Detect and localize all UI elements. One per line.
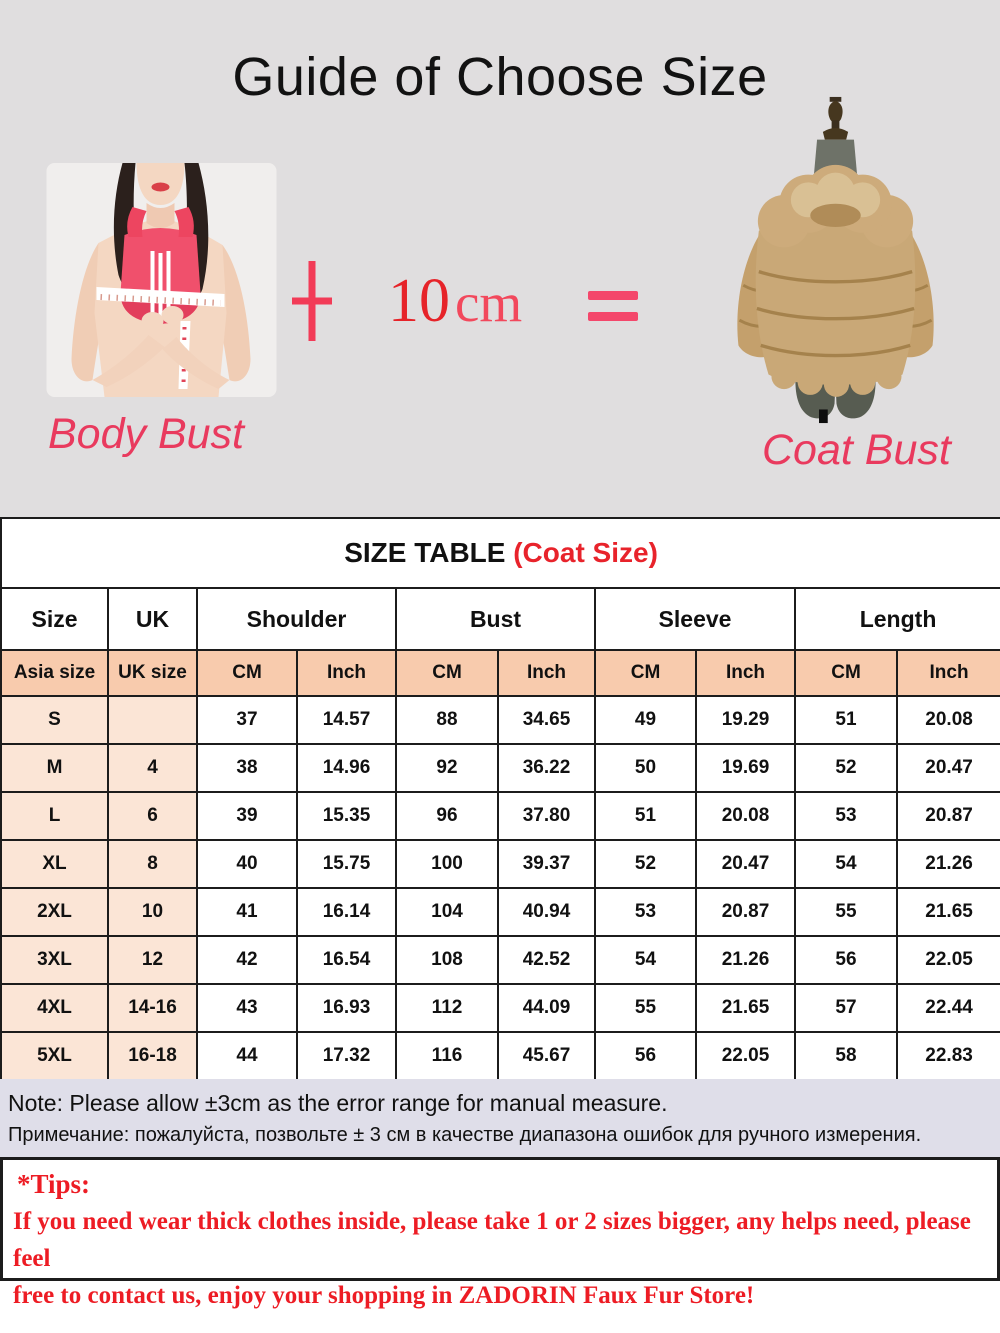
length-inch-cell: 22.05 xyxy=(897,936,1000,984)
sleeve-cm-cell: 52 xyxy=(595,840,696,888)
table-row xyxy=(1,792,1000,840)
shoulder-inch-cell: 17.32 xyxy=(297,1032,396,1080)
shoulder-cm-cell: 41 xyxy=(197,888,297,936)
group-header-uk: UK xyxy=(108,588,197,650)
shoulder-inch-cell: 14.57 xyxy=(297,696,396,744)
sub-header-cm: CM xyxy=(795,650,897,696)
length-inch-cell: 20.08 xyxy=(897,696,1000,744)
table-title-cell xyxy=(1,518,1000,588)
sleeve-cm-cell: 53 xyxy=(595,888,696,936)
tips-line-1: If you need wear thick clothes inside, please take 1 or 2 sizes bigger, any helps need, please feel xyxy=(13,1208,971,1272)
sleeve-inch-cell: 21.65 xyxy=(696,984,795,1032)
table-row xyxy=(1,984,1000,1032)
shoulder-cm-cell: 44 xyxy=(197,1032,297,1080)
bust-inch-cell: 39.37 xyxy=(498,840,595,888)
table-title-row xyxy=(1,518,1000,588)
asia-size-cell: 5XL xyxy=(1,1032,108,1080)
asia-size-cell: L xyxy=(1,792,108,840)
asia-size-cell: 2XL xyxy=(1,888,108,936)
length-inch-cell: 21.26 xyxy=(897,840,1000,888)
shoulder-cm-cell: 43 xyxy=(197,984,297,1032)
equals-icon xyxy=(588,291,638,321)
sleeve-inch-cell: 19.29 xyxy=(696,696,795,744)
length-cm-cell: 51 xyxy=(795,696,897,744)
size-table-body xyxy=(1,696,1000,1080)
page-title: Guide of Choose Size xyxy=(232,47,768,107)
bust-cm-cell: 108 xyxy=(396,936,498,984)
length-inch-cell: 20.87 xyxy=(897,792,1000,840)
bust-inch-cell: 45.67 xyxy=(498,1032,595,1080)
sleeve-inch-cell: 19.69 xyxy=(696,744,795,792)
sleeve-cm-cell: 55 xyxy=(595,984,696,1032)
table-row xyxy=(1,744,1000,792)
sub-header-inch: Inch xyxy=(897,650,1000,696)
add-amount xyxy=(388,266,522,337)
uk-size-cell: 14-16 xyxy=(108,984,197,1032)
length-cm-cell: 55 xyxy=(795,888,897,936)
group-header-length: Length xyxy=(795,588,1000,650)
group-header-sleeve: Sleeve xyxy=(595,588,795,650)
coat-photo xyxy=(714,95,957,425)
tips-line-2: free to contact us, enjoy your shopping in ZADORIN Faux Fur Store! xyxy=(13,1282,755,1309)
shoulder-inch-cell: 16.14 xyxy=(297,888,396,936)
note-section xyxy=(0,1079,1000,1157)
equals-bar xyxy=(588,291,638,300)
bust-cm-cell: 116 xyxy=(396,1032,498,1080)
table-row xyxy=(1,696,1000,744)
bust-cm-cell: 104 xyxy=(396,888,498,936)
sub-header-inch: Inch xyxy=(696,650,795,696)
asia-size-cell: XL xyxy=(1,840,108,888)
bust-inch-cell: 37.80 xyxy=(498,792,595,840)
table-row xyxy=(1,840,1000,888)
sleeve-cm-cell: 56 xyxy=(595,1032,696,1080)
amount-value: 10 xyxy=(388,267,450,335)
asia-size-cell: S xyxy=(1,696,108,744)
length-cm-cell: 58 xyxy=(795,1032,897,1080)
table-subtitle: (Coat Size) xyxy=(513,537,658,568)
sub-header-uk-size: UK size xyxy=(108,650,197,696)
length-inch-cell: 22.44 xyxy=(897,984,1000,1032)
sleeve-inch-cell: 22.05 xyxy=(696,1032,795,1080)
shoulder-inch-cell: 15.35 xyxy=(297,792,396,840)
table-row xyxy=(1,888,1000,936)
asia-size-cell: M xyxy=(1,744,108,792)
length-inch-cell: 22.83 xyxy=(897,1032,1000,1080)
tips-label: *Tips: xyxy=(17,1169,91,1199)
bust-cm-cell: 100 xyxy=(396,840,498,888)
asia-size-cell: 3XL xyxy=(1,936,108,984)
length-cm-cell: 53 xyxy=(795,792,897,840)
length-inch-cell: 21.65 xyxy=(897,888,1000,936)
tips-section xyxy=(0,1157,1000,1309)
length-cm-cell: 52 xyxy=(795,744,897,792)
table-title: SIZE TABLE xyxy=(344,537,506,568)
sub-header-asia-size: Asia size xyxy=(1,650,108,696)
sub-header-inch: Inch xyxy=(498,650,595,696)
sleeve-inch-cell: 20.47 xyxy=(696,840,795,888)
sleeve-inch-cell: 20.08 xyxy=(696,792,795,840)
uk-size-cell: 16-18 xyxy=(108,1032,197,1080)
sub-header-cm: CM xyxy=(595,650,696,696)
size-table xyxy=(0,517,1000,1081)
uk-size-cell xyxy=(108,696,197,744)
shoulder-cm-cell: 42 xyxy=(197,936,297,984)
shoulder-inch-cell: 14.96 xyxy=(297,744,396,792)
bust-cm-cell: 112 xyxy=(396,984,498,1032)
bust-cm-cell: 88 xyxy=(396,696,498,744)
shoulder-cm-cell: 38 xyxy=(197,744,297,792)
shoulder-cm-cell: 40 xyxy=(197,840,297,888)
shoulder-inch-cell: 16.93 xyxy=(297,984,396,1032)
table-sub-header-row xyxy=(1,650,1000,696)
table-row xyxy=(1,1032,1000,1080)
bust-inch-cell: 42.52 xyxy=(498,936,595,984)
bust-inch-cell: 36.22 xyxy=(498,744,595,792)
uk-size-cell: 12 xyxy=(108,936,197,984)
table-group-header-row xyxy=(1,588,1000,650)
bust-inch-cell: 34.65 xyxy=(498,696,595,744)
sub-header-inch: Inch xyxy=(297,650,396,696)
group-header-bust: Bust xyxy=(396,588,595,650)
sleeve-cm-cell: 51 xyxy=(595,792,696,840)
length-cm-cell: 57 xyxy=(795,984,897,1032)
uk-size-cell: 4 xyxy=(108,744,197,792)
sleeve-inch-cell: 21.26 xyxy=(696,936,795,984)
sub-header-cm: CM xyxy=(197,650,297,696)
bust-inch-cell: 44.09 xyxy=(498,984,595,1032)
bust-cm-cell: 96 xyxy=(396,792,498,840)
coat-bust-label: Coat Bust xyxy=(762,426,951,474)
note-text-ru: Примечание: пожалуйста, позвольте ± 3 см в качестве диапазона ошибок для ручного измерения. xyxy=(8,1124,922,1146)
top-section xyxy=(0,0,1000,517)
body-bust-photo xyxy=(32,163,288,403)
shoulder-cm-cell: 39 xyxy=(197,792,297,840)
length-inch-cell: 20.47 xyxy=(897,744,1000,792)
shoulder-inch-cell: 16.54 xyxy=(297,936,396,984)
group-header-shoulder: Shoulder xyxy=(197,588,396,650)
sleeve-cm-cell: 50 xyxy=(595,744,696,792)
sleeve-cm-cell: 54 xyxy=(595,936,696,984)
table-row xyxy=(1,936,1000,984)
shoulder-cm-cell: 37 xyxy=(197,696,297,744)
length-cm-cell: 56 xyxy=(795,936,897,984)
group-header-size: Size xyxy=(1,588,108,650)
note-text-en: Note: Please allow ±3cm as the error range for manual measure. xyxy=(8,1090,668,1116)
amount-unit: cm xyxy=(455,272,523,333)
uk-size-cell: 10 xyxy=(108,888,197,936)
uk-size-cell: 8 xyxy=(108,840,197,888)
plus-icon xyxy=(290,258,334,344)
sleeve-inch-cell: 20.87 xyxy=(696,888,795,936)
sleeve-cm-cell: 49 xyxy=(595,696,696,744)
body-bust-label: Body Bust xyxy=(48,410,244,458)
shoulder-inch-cell: 15.75 xyxy=(297,840,396,888)
equals-bar xyxy=(588,312,638,321)
length-cm-cell: 54 xyxy=(795,840,897,888)
bust-inch-cell: 40.94 xyxy=(498,888,595,936)
sub-header-cm: CM xyxy=(396,650,498,696)
asia-size-cell: 4XL xyxy=(1,984,108,1032)
bust-cm-cell: 92 xyxy=(396,744,498,792)
uk-size-cell: 6 xyxy=(108,792,197,840)
